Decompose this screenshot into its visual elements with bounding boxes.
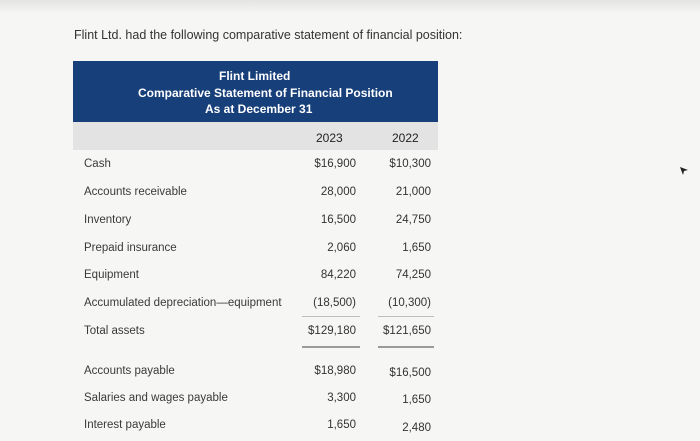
row-label-accumulated-depreciation: Accumulated depreciation—equipment — [84, 297, 282, 309]
salaries-wages-payable-2022: 1,650 — [402, 394, 431, 406]
total-double-rule-2022 — [378, 346, 434, 348]
statement-header — [73, 61, 438, 123]
row-label-interest-payable: Interest payable — [84, 419, 166, 431]
row-label-cash: Cash — [84, 158, 111, 170]
column-header-2022: 2022 — [392, 131, 419, 145]
accounts-receivable-2022: 21,000 — [395, 186, 431, 198]
prepaid-insurance-2022: 1,650 — [402, 242, 431, 254]
interest-payable-2023: 1,650 — [327, 419, 356, 431]
cash-2023: $16,900 — [314, 158, 356, 170]
cash-2022: $10,300 — [389, 158, 431, 170]
accumulated-depreciation-2023: (18,500) — [313, 297, 356, 309]
accounts-payable-2022: $16,500 — [389, 367, 431, 379]
mouse-cursor-icon — [679, 166, 689, 176]
inventory-2022: 24,750 — [395, 214, 431, 226]
page-top-shadow — [0, 0, 700, 14]
column-header-2023: 2023 — [316, 131, 343, 145]
subtotal-rule-2023 — [302, 316, 360, 317]
row-label-salaries-wages-payable: Salaries and wages payable — [84, 392, 228, 404]
column-header-band — [73, 122, 438, 150]
interest-payable-2022: 2,480 — [402, 422, 431, 434]
total-assets-2023: $129,180 — [308, 325, 356, 337]
subtotal-rule-2022 — [378, 316, 434, 317]
row-label-accounts-payable: Accounts payable — [84, 365, 175, 377]
statement-date: As at December 31 — [205, 102, 313, 116]
equipment-2022: 74,250 — [395, 269, 431, 281]
inventory-2023: 16,500 — [320, 214, 356, 226]
accounts-payable-2023: $18,980 — [314, 365, 356, 377]
accumulated-depreciation-2022: (10,300) — [388, 297, 431, 309]
total-assets-2022: $121,650 — [383, 325, 431, 337]
intro-text: Flint Ltd. had the following comparative statement of financial position: — [74, 28, 463, 42]
row-label-accounts-receivable: Accounts receivable — [84, 186, 187, 198]
total-double-rule-2023 — [302, 346, 360, 348]
row-label-inventory: Inventory — [84, 214, 132, 226]
accounts-receivable-2023: 28,000 — [320, 186, 356, 198]
company-name: Flint Limited — [219, 69, 291, 83]
equipment-2023: 84,220 — [320, 269, 356, 281]
row-label-total-assets: Total assets — [84, 325, 145, 337]
row-label-prepaid-insurance: Prepaid insurance — [84, 242, 177, 254]
prepaid-insurance-2023: 2,060 — [327, 242, 356, 254]
row-label-equipment: Equipment — [84, 269, 139, 281]
salaries-wages-payable-2023: 3,300 — [327, 392, 356, 404]
statement-title: Comparative Statement of Financial Position — [138, 86, 393, 100]
